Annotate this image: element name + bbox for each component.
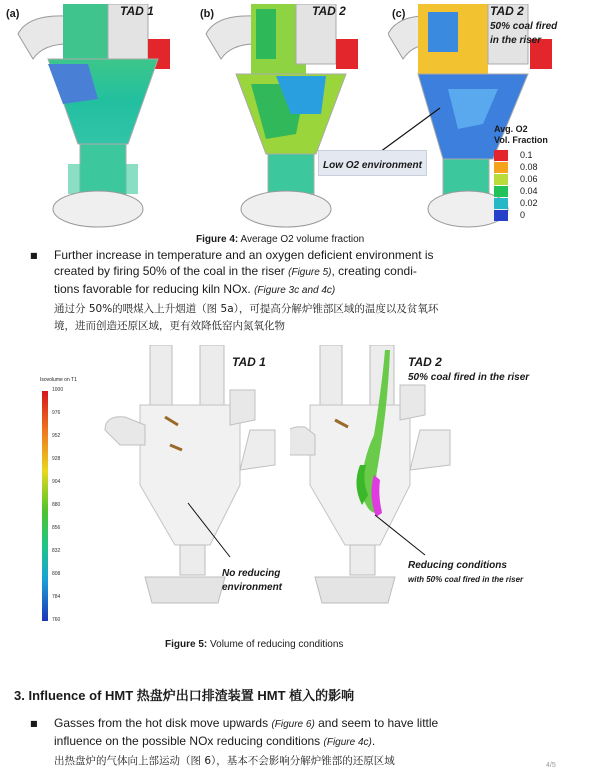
bullet1-line3 — [54, 281, 585, 299]
bullet1-zh-line2: 境，进而创造还原区域，更有效降低窑内氮氧化物 — [54, 320, 285, 332]
panel-c-tad: TAD 2 — [490, 4, 524, 18]
section-3-heading: 3. Influence of HMT 热盘炉出口排渣装置 HMT 植入的影响 — [14, 688, 355, 703]
figure-5-caption — [165, 639, 343, 650]
bullet1-line1: Further increase in temperature and an oxygen deficient environment is — [54, 248, 434, 262]
bullet1-fig-ref-2: (Figure 3c and 4c) — [254, 285, 336, 296]
panel-a-label: (a) — [6, 8, 20, 20]
bullet-paragraph-1 — [30, 247, 585, 333]
temp-legend-tick: 880 — [52, 502, 61, 508]
cfd-panel-b — [196, 4, 376, 229]
legend-swatch — [494, 150, 508, 161]
bullet-marker-2: ■ — [30, 719, 38, 728]
temp-legend-tick: 808 — [52, 571, 61, 577]
bullet2-fig-ref-2: (Figure 4c) — [323, 737, 372, 748]
bullet1-line3-text: tions favorable for reducing kiln NOx. — [54, 282, 255, 296]
bullet-paragraph-2 — [30, 715, 585, 768]
temp-colorbar — [42, 391, 48, 621]
reducing-label — [408, 559, 523, 587]
bullet2-line1 — [54, 715, 585, 733]
no-reducing-line2: environment — [222, 582, 283, 593]
temp-legend-tick: 952 — [52, 433, 61, 439]
legend-title-2: Vol. Fraction — [494, 135, 548, 145]
bullet2-fig-ref: (Figure 6) — [271, 719, 315, 730]
o2-legend — [494, 124, 574, 221]
temp-legend-tick: 784 — [52, 594, 61, 600]
legend-swatch — [494, 174, 508, 185]
bullet2-zh-line1: 出热盘炉的气体向上部运动（图 6），基本不会影响分解炉锥部的还原区域 — [54, 755, 395, 767]
bullet2-line1-text: Gasses from the hot disk move upwards — [54, 716, 272, 730]
bullet2-line2 — [54, 733, 585, 751]
temp-legend-tick: 760 — [52, 617, 61, 623]
bullet2-line2-text: influence on the possible NOx reducing conditions — [54, 734, 324, 748]
temp-legend-tick: 856 — [52, 525, 61, 531]
bullet1-line2 — [54, 263, 585, 281]
no-reducing-line1: No reducing — [222, 568, 281, 579]
legend-entry — [494, 185, 574, 197]
legend-value: 0.08 — [520, 162, 538, 172]
bullet2-line1-tail: and seem to have little — [314, 716, 439, 730]
fig5-tad-1: TAD 1 — [232, 355, 266, 369]
temp-legend — [40, 377, 100, 627]
bullet-marker: ■ — [30, 251, 38, 260]
legend-entry — [494, 149, 574, 161]
no-reducing-label — [222, 567, 282, 595]
temp-legend-tick: 832 — [52, 548, 61, 554]
temp-legend-tick: 1000 — [52, 387, 64, 393]
legend-entry — [494, 161, 574, 173]
panel-c-note: 50% coal fired in the riser — [490, 21, 558, 46]
bullet1-line2-tail: , creating condi- — [331, 264, 417, 278]
legend-swatch — [494, 210, 508, 221]
reducing-line2: with 50% coal fired in the riser — [408, 575, 524, 584]
fig5-note: 50% coal fired in the riser — [408, 372, 530, 383]
legend-entry — [494, 197, 574, 209]
fig5-tad-2: TAD 2 — [408, 355, 442, 369]
legend-swatch — [494, 186, 508, 197]
legend-value: 0.04 — [520, 186, 538, 196]
bullet1-fig-ref: (Figure 5) — [288, 267, 332, 278]
temp-legend-tick: 976 — [52, 410, 61, 416]
cfd-panel-a — [8, 4, 183, 229]
legend-value: 0 — [520, 210, 526, 220]
temp-legend-tick: 928 — [52, 456, 61, 462]
figure-4-caption-text: Average O2 volume fraction — [240, 234, 365, 245]
legend-entry — [494, 173, 574, 185]
figure-4-caption-prefix: Figure 4: — [196, 234, 239, 245]
panel-a-tad: TAD 1 — [120, 4, 154, 18]
bullet1-line2-text: created by firing 50% of the coal in the riser — [54, 264, 289, 278]
legend-value: 0.1 — [520, 150, 533, 160]
low-o2-annotation — [318, 150, 427, 176]
figure-5 — [0, 345, 590, 655]
page-number: 4/5 — [546, 762, 556, 769]
panel-c-label: (c) — [392, 8, 406, 20]
legend-swatch — [494, 162, 508, 173]
legend-value: 0.06 — [520, 174, 538, 184]
temp-legend-values — [52, 387, 92, 623]
legend-title-1: Avg. O2 — [494, 124, 528, 134]
temp-legend-title: Isovolume on T1 — [40, 377, 77, 383]
figure-5-caption-text: Volume of reducing conditions — [210, 639, 344, 650]
figure-5-caption-prefix: Figure 5: — [165, 639, 208, 650]
legend-value: 0.02 — [520, 198, 538, 208]
figure-4 — [0, 0, 590, 250]
bullet2-line2-tail: . — [371, 734, 376, 748]
fig5-pointers — [180, 495, 440, 575]
panel-b-label: (b) — [200, 8, 215, 20]
legend-swatch — [494, 198, 508, 209]
bullet1-zh-line1: 通过分 50%的喂煤入上升烟道（图 5a），可提高分解炉锥部区域的温度以及贫氧环 — [54, 303, 439, 315]
low-o2-text: Low O2 environment — [323, 160, 422, 171]
panel-b-tad: TAD 2 — [312, 4, 346, 18]
temp-legend-tick: 904 — [52, 479, 61, 485]
legend-entry — [494, 209, 574, 221]
legend-entries — [494, 149, 574, 221]
reducing-line1: Reducing conditions — [408, 560, 507, 571]
figure-4-caption — [196, 234, 364, 245]
